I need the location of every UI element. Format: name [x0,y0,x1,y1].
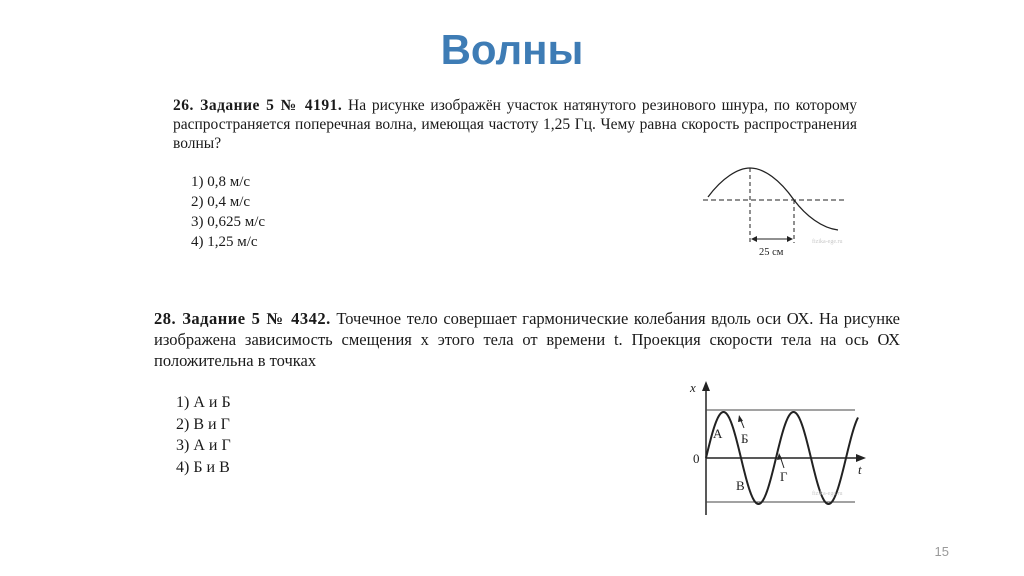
graph-origin-label: 0 [693,451,700,466]
graph-x-axis-label: x [690,380,696,395]
graph-point-g-label: Г [780,469,788,484]
task-1-body: На рисунке изображён участок натянутого резинового шнура, по которому распространяется поперечная волна, имеющая частоту 1,25 Гц. Чему равна скорость распространения волны? [173,97,858,152]
graph-point-a-label: А [713,426,723,441]
graph-t-axis-arrowhead [856,454,866,462]
task-2-option: 1) А и Б [176,394,231,411]
task-1-option: 1) 0,8 м/с [191,174,251,190]
task-2-option: 3) А и Г [176,437,231,454]
task-2-header: 28. Задание 5 № 4342. [154,309,331,328]
page-number: 15 [934,544,949,559]
wave-watermark: fizika-ege.ru [812,239,843,245]
task-1-header: 26. Задание 5 № 4191. [173,97,343,114]
wave-measure-label: 25 см [759,247,784,258]
task-2-option: 4) Б и В [176,458,230,476]
graph-point-b-arrowhead [738,415,743,422]
task-1-option: 3) 0,625 м/с [191,214,266,230]
task-2-option: 2) В и Г [176,415,230,433]
graph-point-b-label: Б [741,431,749,446]
graph-point-v-label: В [736,478,745,493]
task-1-option: 2) 0,4 м/с [191,194,251,210]
graph-watermark: fizika-ege.ru [812,491,843,497]
graph-x-axis-arrowhead [702,381,710,391]
task-1-option: 4) 1,25 м/с [191,234,258,250]
task-2-body: Точечное тело совершает гармонические колебания вдоль оси ОХ. На рисунке изображена зависимость смещения x этого тела от времени t. Проекция скорости тела на ось ОХ положительна в точках [154,309,900,370]
graph-t-axis-label: t [858,462,862,477]
slide-title: Волны [440,26,584,73]
